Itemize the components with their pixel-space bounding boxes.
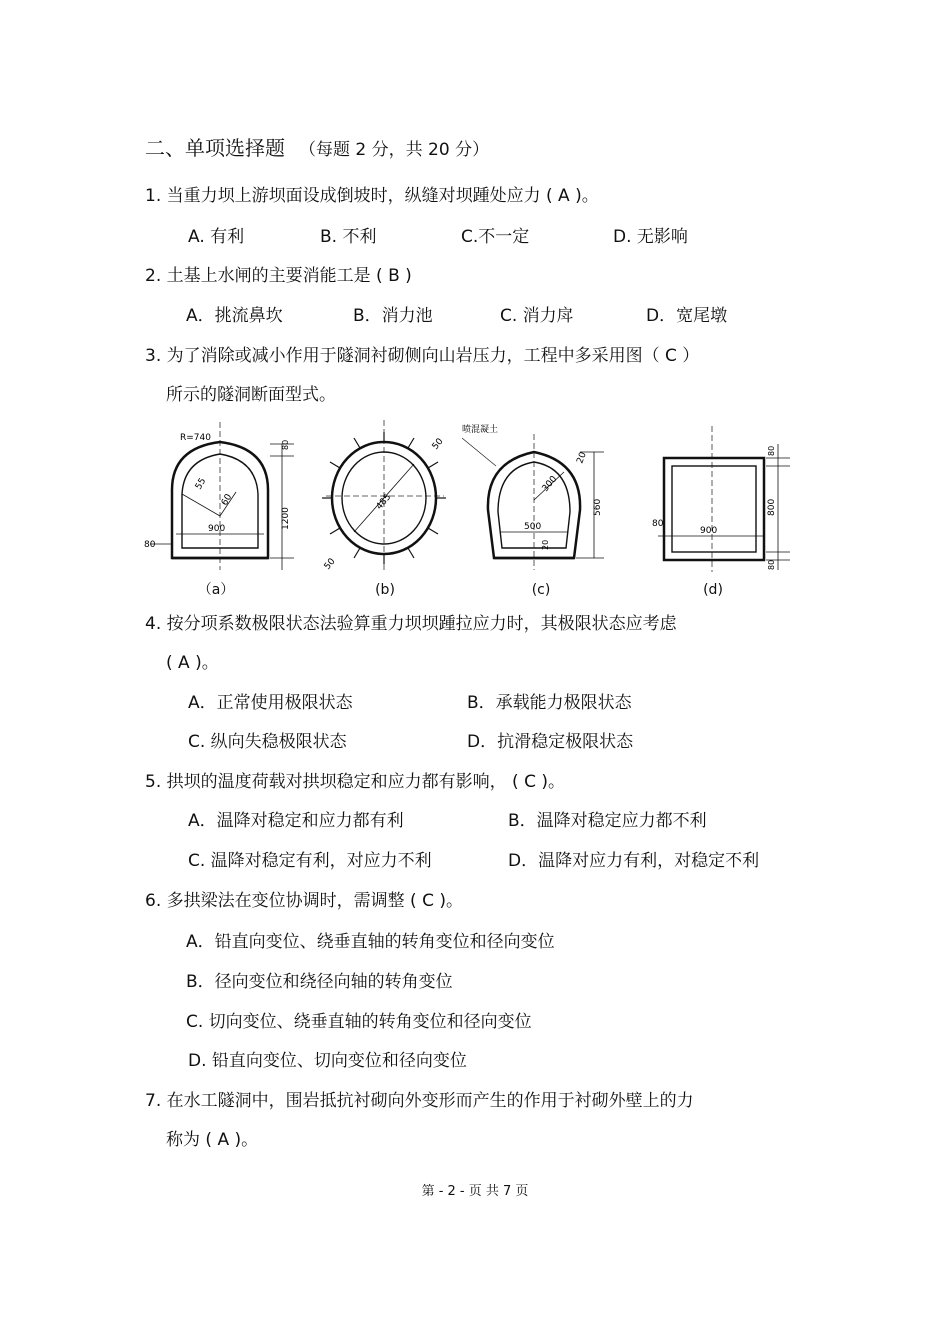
figure-label-c: (c)	[531, 582, 551, 598]
fig-c-20-bottom: 20	[541, 539, 550, 550]
question-6-option-a: A．铅直向变位、绕垂直轴的转角变位和径向变位	[186, 932, 555, 952]
question-4-stem-cont: ( A )。	[166, 653, 219, 673]
question-5-option-b: B．温降对稳定应力都不利	[508, 811, 707, 831]
fig-a-900: 900	[208, 524, 226, 534]
question-1-option-b: B. 不利	[320, 227, 377, 247]
fig-d-900: 900	[700, 526, 718, 536]
fig-d-80-top: 80	[767, 445, 776, 456]
question-6-option-c: C. 切向变位、绕垂直轴的转角变位和径向变位	[186, 1012, 532, 1032]
section-title: 二、单项选择题	[145, 136, 285, 160]
fig-d-80-left: 80	[652, 519, 664, 529]
question-2-option-d: D．宽尾墩	[646, 306, 728, 326]
fig-a-55: 55	[193, 476, 209, 492]
page-footer: 第 - 2 - 页 共 7 页	[421, 1184, 529, 1199]
fig-c-300: 300	[540, 474, 560, 494]
question-2-option-c: C. 消力戽	[500, 306, 574, 326]
fig-b-50-top: 50	[430, 436, 446, 452]
question-4-stem: 4. 按分项系数极限状态法验算重力坝坝踵拉应力时，其极限状态应考虑	[145, 614, 677, 634]
question-5-option-a: A．温降对稳定和应力都有利	[188, 811, 404, 831]
question-4-option-c: C. 纵向失稳极限状态	[188, 732, 347, 752]
question-1-option-d: D. 无影响	[613, 227, 688, 247]
fig-c-20-top: 20	[575, 450, 589, 466]
question-1-option-c: C.不一定	[461, 227, 530, 247]
question-1-stem: 1. 当重力坝上游坝面设成倒坡时，纵缝对坝踵处应力 ( A )。	[145, 186, 599, 206]
fig-c-500: 500	[524, 522, 542, 532]
fig-a-80-left: 80	[144, 540, 156, 550]
question-5-stem: 5. 拱坝的温度荷载对拱坝稳定和应力都有影响， ( C )。	[145, 772, 565, 792]
question-7-stem: 7. 在水工隧洞中，围岩抵抗衬砌向外变形而产生的作用于衬砌外壁上的力	[145, 1091, 694, 1111]
section-heading	[145, 138, 489, 160]
section-note: （每题 2 分，共 20 分）	[299, 140, 490, 160]
question-4-option-b: B．承载能力极限状态	[467, 693, 632, 713]
fig-b-485: 485	[374, 492, 394, 512]
fig-a-radius: R=740	[180, 433, 211, 443]
question-6-option-b: B．径向变位和绕径向轴的转角变位	[186, 972, 453, 992]
question-4-option-a: A．正常使用极限状态	[188, 693, 353, 713]
question-2-stem: 2. 土基上水闸的主要消能工是 ( B )	[145, 266, 412, 286]
tunnel-section-c	[460, 420, 620, 576]
fig-d-80-bottom: 80	[767, 559, 776, 570]
fig-b-50-bottom: 50	[322, 556, 338, 572]
question-4-option-d: D．抗滑稳定极限状态	[467, 732, 634, 752]
question-5-option-d: D．温降对应力有利，对稳定不利	[508, 851, 760, 871]
question-2-option-a: A．挑流鼻坎	[186, 306, 283, 326]
question-6-stem: 6. 多拱梁法在变位协调时，需调整 ( C )。	[145, 891, 463, 911]
fig-c-shotcrete: 喷混凝土	[462, 425, 499, 435]
figure-label-b: (b)	[375, 582, 395, 598]
question-1-option-a: A. 有利	[188, 227, 245, 247]
question-3-stem: 3. 为了消除或减小作用于隧洞衬砌侧向山岩压力，工程中多采用图（ C ）	[145, 346, 700, 366]
figure-label-d: (d)	[703, 582, 723, 598]
question-7-stem-cont: 称为 ( A )。	[166, 1130, 259, 1150]
figure-label-a: （a）	[197, 582, 235, 598]
question-6-option-d: D. 铅直向变位、切向变位和径向变位	[188, 1051, 467, 1071]
fig-a-80-top: 80	[281, 439, 290, 450]
question-3-stem-cont: 所示的隧洞断面型式。	[166, 385, 336, 405]
tunnel-section-d	[648, 424, 798, 574]
fig-d-800: 800	[767, 498, 777, 516]
question-5-option-c: C. 温降对稳定有利，对应力不利	[188, 851, 432, 871]
tunnel-section-a	[142, 420, 302, 576]
fig-a-60: 60	[219, 492, 235, 508]
fig-a-1200: 1200	[281, 507, 291, 530]
fig-c-560: 560	[593, 498, 603, 516]
tunnel-section-b	[318, 418, 458, 574]
question-2-option-b: B．消力池	[353, 306, 433, 326]
